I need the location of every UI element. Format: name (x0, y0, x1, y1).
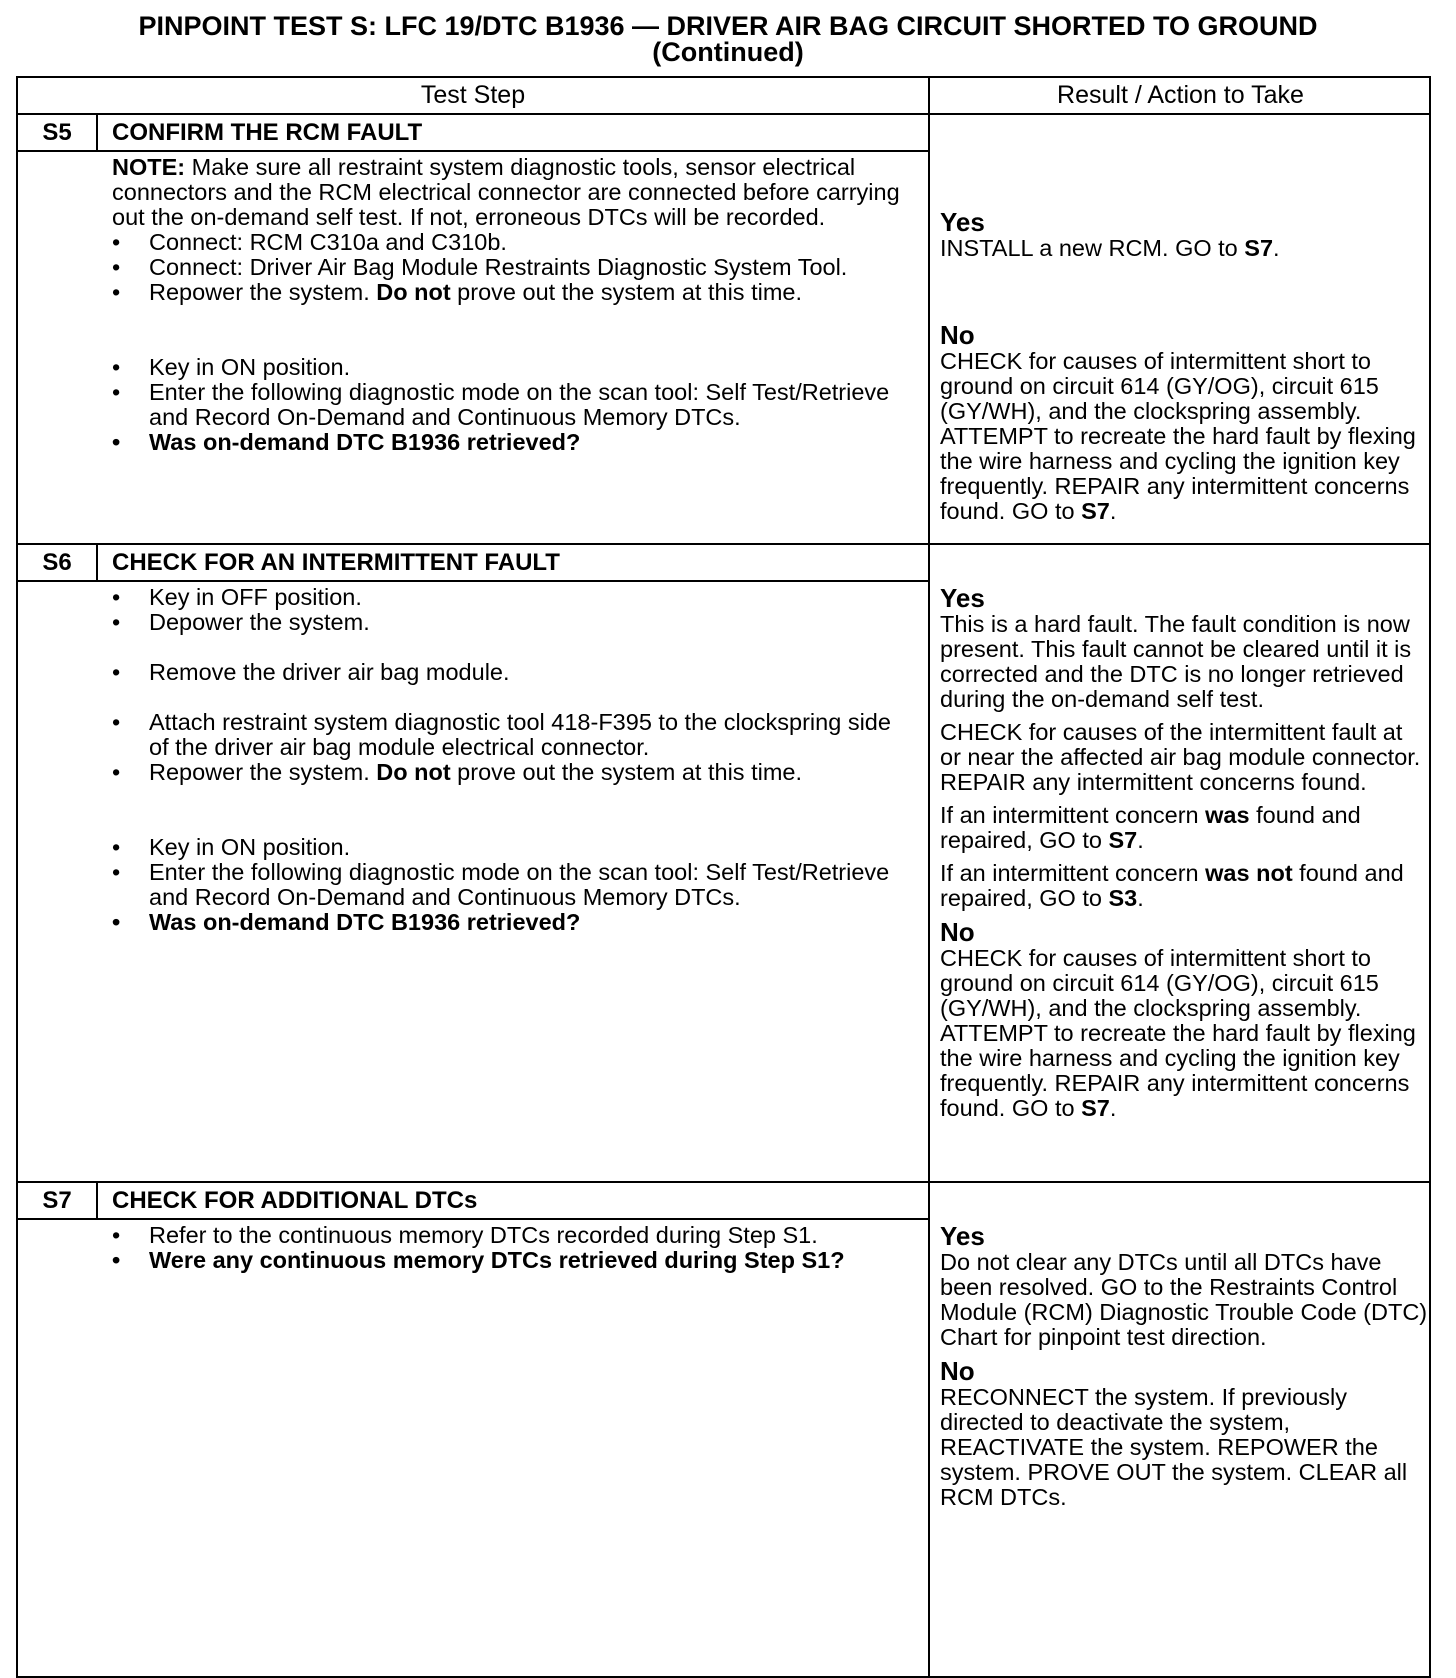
step-id-divider (96, 545, 98, 580)
step-body-s5 (112, 155, 912, 455)
result-text: This is a hard fault. The fault condition is now present. This fault cannot be cleared until it is corrected and the DTC is no longer retrieved during the on-demand self test. (940, 611, 1412, 712)
yes-label: Yes (940, 1221, 985, 1251)
list-item: • Enter the following diagnostic mode on the scan tool: Self Test/Retrieve and Record On-Demand and Continuous Memory DTCs. (112, 860, 912, 910)
page-subtitle: (Continued) (652, 37, 804, 67)
list-item-question: • Were any continuous memory DTCs retrieved during Step S1? (112, 1248, 912, 1273)
list-item: • Attach restraint system diagnostic tool 418-F395 to the clockspring side of the driver air bag module electrical connector. (112, 710, 912, 760)
yes-label: Yes (940, 207, 985, 237)
step-title-s5: CONFIRM THE RCM FAULT (112, 119, 423, 146)
yes-label: Yes (940, 583, 985, 613)
step-ref: S7 (1081, 1095, 1110, 1121)
step-id-s5: S5 (42, 119, 72, 146)
result-text (940, 803, 1428, 853)
list-item: • Connect: RCM C310a and C310b. (112, 230, 912, 255)
spacer (112, 685, 912, 710)
step-ref: S7 (1108, 827, 1138, 853)
text: found and repaired, GO to (940, 860, 1404, 911)
spacer (112, 305, 912, 355)
note-text: Make sure all restraint system diagnostic tools, sensor electrical connectors and the RCM electrical connector are connected before carrying out the on-demand self test. If not, erroneous DTCs will be recorded. (112, 154, 900, 230)
result-text (940, 236, 1428, 261)
header-test-step: Test Step (420, 81, 526, 109)
result-s5-yes (940, 209, 1428, 261)
text: INSTALL a new RCM. GO to (940, 235, 1245, 261)
list-item: • Key in ON position. (112, 355, 912, 380)
no-label: No (940, 320, 975, 350)
result-text (940, 946, 1428, 1121)
result-text (940, 861, 1428, 911)
note (112, 155, 912, 230)
list-item: • Enter the following diagnostic mode on the scan tool: Self Test/Retrieve and Record On-Demand and Continuous Memory DTCs. (112, 380, 912, 430)
text: . (1273, 235, 1280, 261)
step-body-s7 (112, 1223, 912, 1273)
text: CHECK for causes of intermittent short to ground on circuit 614 (GY/OG), circuit 615 (GY/WH), and the clockspring assembly. ATTEMPT to recreate the hard fault by flexing the wire harness and cycling the ignition key frequently. REPAIR any intermittent concerns found. GO to (940, 348, 1416, 524)
text-bold: was not (1205, 860, 1293, 886)
step-id-s6: S6 (42, 549, 72, 576)
result-s5-no (940, 322, 1428, 524)
step-ref: S3 (1108, 885, 1138, 911)
text: prove out the system at this time. (450, 759, 802, 785)
text: . (1109, 498, 1117, 524)
list-item: • Key in ON position. (112, 835, 912, 860)
spacer (112, 785, 912, 835)
list-item: • Connect: Driver Air Bag Module Restraints Diagnostic System Tool. (112, 255, 912, 280)
no-label: No (940, 917, 975, 947)
list-item: • Key in OFF position. (112, 585, 912, 610)
step-id-divider (96, 115, 98, 150)
result-s6 (940, 585, 1428, 1121)
list-item-question: • Was on-demand DTC B1936 retrieved? (112, 910, 912, 935)
note-label: NOTE: (112, 154, 186, 180)
result-text: Do not clear any DTCs until all DTCs have been resolved. GO to the Restraints Control Module (RCM) Diagnostic Trouble Code (DTC) Chart for pinpoint test direction. (940, 1249, 1428, 1350)
header-result: Result / Action to Take (1057, 81, 1304, 109)
step-ref: S7 (1081, 498, 1110, 524)
text: . (1137, 827, 1144, 853)
step-ref: S7 (1244, 235, 1274, 261)
list-item (112, 760, 912, 785)
text: If an intermittent concern (940, 860, 1206, 886)
step-title-s6: CHECK FOR AN INTERMITTENT FAULT (112, 549, 560, 576)
text: . (1109, 1095, 1117, 1121)
text: Repower the system. (149, 759, 377, 785)
spacer (112, 635, 912, 660)
list-item: • Refer to the continuous memory DTCs recorded during Step S1. (112, 1223, 912, 1248)
text: If an intermittent concern (940, 802, 1206, 828)
text-bold: Do not (376, 279, 451, 305)
page-title: PINPOINT TEST S: LFC 19/DTC B1936 — DRIVER AIR BAG CIRCUIT SHORTED TO GROUND (138, 11, 1318, 41)
result-text: RECONNECT the system. If previously directed to deactivate the system, REACTIVATE the system. REPOWER the system. PROVE OUT the system. CLEAR all RCM DTCs. (940, 1384, 1408, 1510)
step-title-divider (18, 580, 928, 582)
step-body-s6 (112, 585, 912, 935)
list-item-question: • Was on-demand DTC B1936 retrieved? (112, 430, 912, 455)
no-label: No (940, 1356, 975, 1386)
step-id-divider (96, 1183, 98, 1218)
step-title-divider (18, 150, 928, 152)
list-item: • Remove the driver air bag module. (112, 660, 912, 685)
text: Repower the system. (149, 279, 377, 305)
step-title-s7: CHECK FOR ADDITIONAL DTCs (112, 1187, 478, 1214)
text-bold: Do not (376, 759, 451, 785)
text: found and repaired, GO to (940, 802, 1361, 853)
column-divider (928, 78, 930, 1678)
list-item: • Depower the system. (112, 610, 912, 635)
result-text: CHECK for causes of the intermittent fault at or near the affected air bag module connector. REPAIR any intermittent concerns found. (940, 719, 1421, 795)
text: CHECK for causes of intermittent short to ground on circuit 614 (GY/OG), circuit 615 (GY/WH), and the clockspring assembly. ATTEMPT to recreate the hard fault by flexing the wire harness and cycling the ignition key frequently. REPAIR any intermittent concerns found. GO to (940, 945, 1416, 1121)
result-text (940, 349, 1428, 524)
text-bold: was (1205, 802, 1250, 828)
text: . (1137, 885, 1144, 911)
list-item (112, 280, 912, 305)
result-s7 (940, 1223, 1428, 1510)
text: prove out the system at this time. (450, 279, 802, 305)
pinpoint-test-table (16, 76, 1431, 1678)
step-title-divider (18, 1218, 928, 1220)
step-id-s7: S7 (42, 1187, 72, 1214)
